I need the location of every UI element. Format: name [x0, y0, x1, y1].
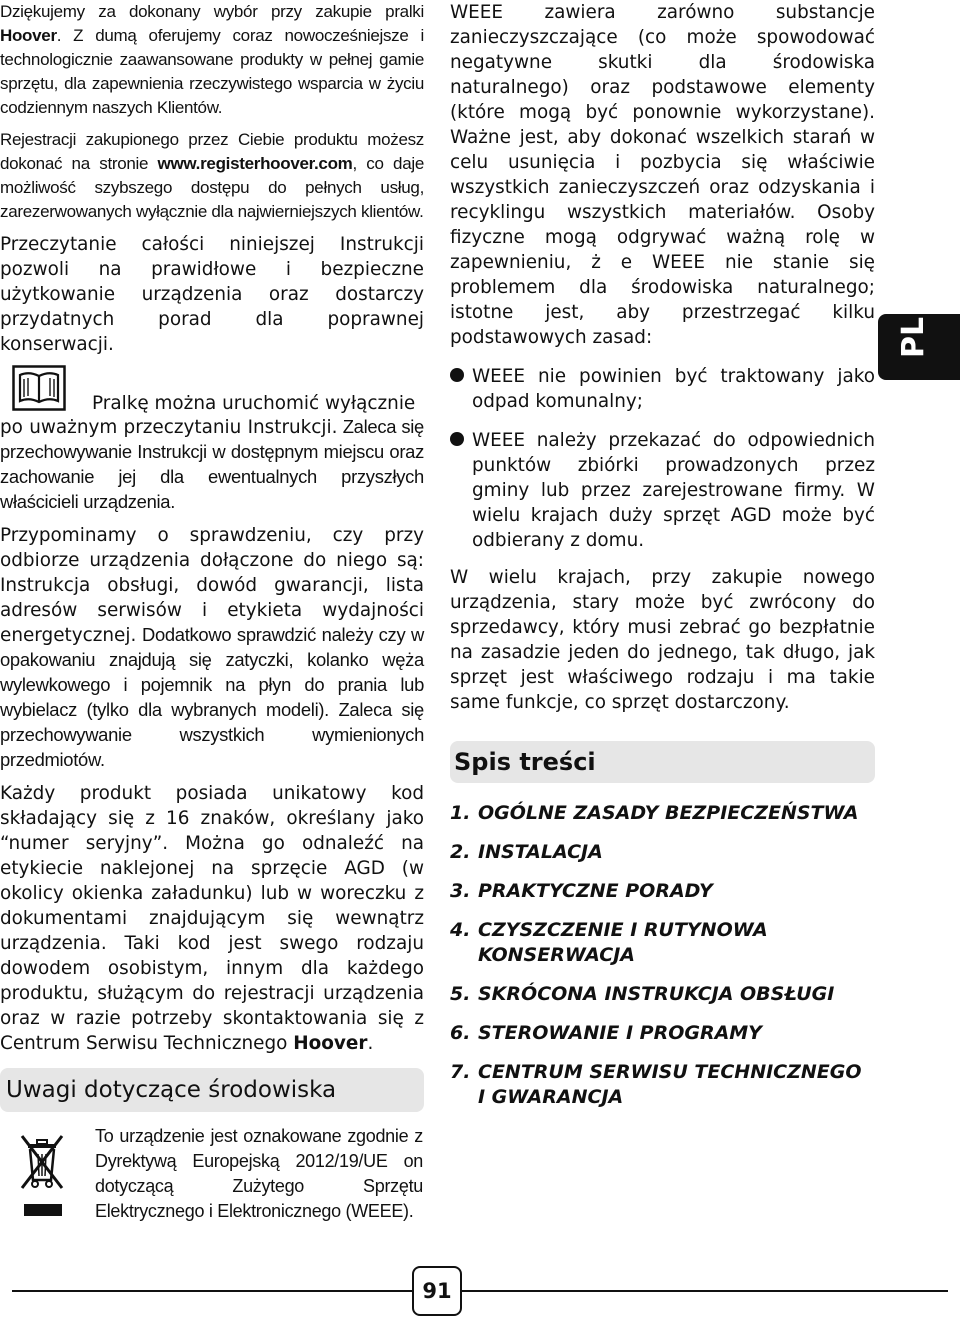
language-tab-label: PL — [896, 316, 931, 358]
toc-item[interactable]: 5. SKRÓCONA INSTRUKCJA OBSŁUGI — [450, 983, 835, 1005]
read-manual-paragraph: Przeczytanie całości niniejszej Instrukcji pozwoli na prawidłowe i bezpieczne użytkowanie urządzenia oraz dostarczy przydatnych porad dla poprawnej konserwacji. — [0, 234, 424, 355]
brand-name: Hoover — [293, 1033, 368, 1054]
weee-bullet-1 — [450, 364, 875, 414]
weee-bar — [24, 1204, 62, 1216]
intro-paragraph: Dziękujemy za dokonany wybór przy zakupie pralki Hoover. Z dumą oferujemy coraz nowocześniejsze i technologicznie zaawansowane produkty w pełnej gamie sprzętu, dla zapewnienia rzeczywistego wsparcia w życiu codziennym naszych Klientów. — [0, 2, 424, 117]
bullet-text: WEEE należy przekazać do odpowiednich punktów zbiórki prowadzonych przez gminy lub przez zarejestrowane firmy. W wielu krajach duży sprzęt AGD może być odbierany z domu. — [472, 430, 875, 551]
toc-heading: Spis treści — [450, 741, 875, 783]
brand-name: Hoover — [0, 26, 57, 45]
weee-notice — [0, 1124, 424, 1234]
weee-description: WEEE zawiera zarówno substancje zanieczyszczające (co może spowodować negatywne skutki dla środowiska naturalnego) oraz podstawowe elementy (które mogą być ponownie wykorzystane). Ważne jest, aby dokonać wszelkich starań w celu usunięcia i pozbycia się właściwie wszystkich zanieczyszczeń oraz odzyskania i recyklingu wszystkich materiałów. Osoby fizyczne mogą odgrywać ważną rolę w zapewnieniu, ż e WEEE nie stanie się problemem dla środowiska naturalnego; istotne jest, aby przestrzegać kilku podstawowych zasad: — [450, 2, 875, 348]
environment-heading: Uwagi dotyczące środowiska — [0, 1068, 424, 1112]
toc-item[interactable]: 7. CENTRUM SERWISU TECHNICZNEGO I GWARANCJA — [450, 1061, 862, 1108]
toc-item[interactable]: 2. INSTALACJA — [450, 841, 603, 863]
book-icon — [12, 365, 66, 411]
weee-text: To urządzenie jest oznakowane zgodnie z Dyrektywą Europejską 2012/19/UE on dotyczącą Zużytego Sprzętu Elektrycznego i Elektronicznego (WEEE). — [95, 1126, 423, 1221]
check-contents-paragraph: Przypominamy o sprawdzeniu, czy przy odbiorze urządzenia dołączone do niego są: Instrukcja obsługi, dowód gwarancji, lista adresów serwisów i etykieta wydajności energetycznej. Dodatkowo sprawdzić należy czy w opakowaniu znajdują się zatyczki, kolanko węża wylewkowego i pojemnik na płyn do prania lub wybielacz (tylko dla wybranych modeli). Zaleca się przechowywanie wszystkich wymienionych przedmiotów. — [0, 525, 424, 770]
registration-paragraph: Rejestracji zakupionego przez Ciebie produktu możesz dokonać na stronie www.registerhoover.com, co daje możliwość szybszego dostępu do pełnych usług, zarezerwowanych wyłącznie dla najwierniejszych klientów. — [0, 130, 424, 221]
language-tab — [878, 314, 960, 380]
registration-link[interactable]: www.registerhoover.com — [157, 154, 353, 173]
left-column — [0, 0, 424, 1234]
toc-item[interactable]: 6. STEROWANIE I PROGRAMY — [450, 1022, 762, 1044]
crossed-bin-icon — [18, 1132, 66, 1192]
footer-divider — [12, 1290, 948, 1292]
bullet-text: WEEE nie powinien być traktowany jako odpad komunalny; — [472, 366, 875, 412]
table-of-contents — [450, 801, 875, 1110]
serial-number-paragraph: Każdy produkt posiada unikatowy kod składający się z 16 znaków, określany jako “numer seryjny”. Można go odnaleźć na etykiecie naklejonej na sprzęcie AGD (w okolicy okienka załadunku) lub w woreczku z dokumentami znajdującym się wewnątrz urządzenia. Taki kod jest swego rodzaju dowodem osobistym, innym dla każdego produktu, służącym do rejestracji urządzenia oraz w razie potrzeby skontaktowania się z Centrum Serwisu Technicznego Hoover. — [0, 783, 424, 1054]
retailer-paragraph: W wielu krajach, przy zakupie nowego urządzenia, stary może być zwrócony do sprzedawcy, który musi zebrać go bezpłatnie na zasadzie jeden do jednego, tak długo, jak sprzęt jest właściwego rodzaju i ma takie same funkcje, co sprzęt dostarczony. — [450, 567, 875, 713]
manual-notice-text: Pralkę można uruchomić wyłącznie — [92, 393, 416, 414]
bullet-dot-icon — [450, 432, 464, 446]
toc-item[interactable]: 1. OGÓLNE ZASADY BEZPIECZEŃSTWA — [450, 802, 859, 824]
manual-notice-continued: po uważnym przeczytaniu Instrukcji. Zaleca się przechowywanie Instrukcji w dostępnym miejscu oraz zachowanie jej dla ewentualnych przyszłych właścicieli urządzenia. — [0, 416, 424, 512]
right-column — [450, 0, 875, 1124]
toc-item[interactable]: 4. CZYSZCZENIE I RUTYNOWA KONSERWACJA — [450, 919, 768, 966]
bullet-dot-icon — [450, 368, 464, 382]
page-number: 91 — [412, 1266, 462, 1316]
toc-item[interactable]: 3. PRAKTYCZNE PORADY — [450, 880, 713, 902]
weee-bullet-2 — [450, 428, 875, 553]
manual-notice — [0, 365, 424, 415]
